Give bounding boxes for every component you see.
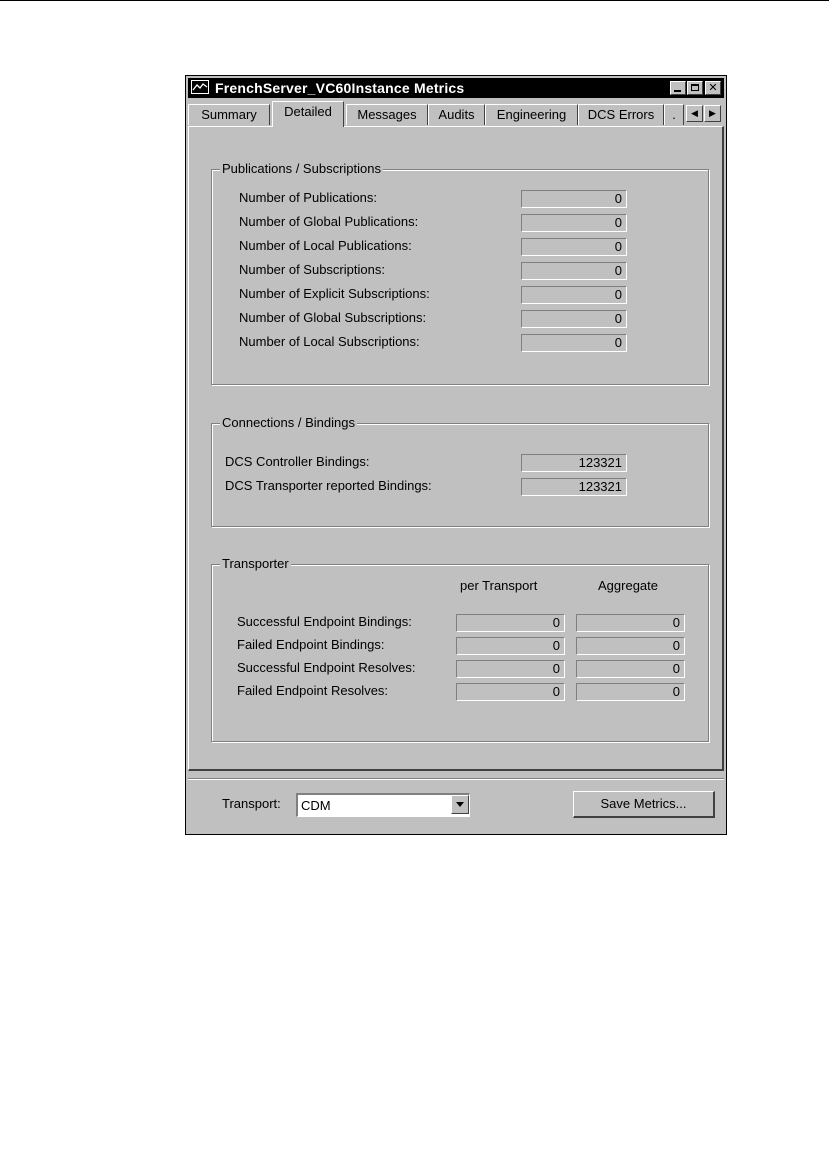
tab-audits[interactable]: Audits — [428, 104, 485, 125]
transport-select[interactable] — [296, 793, 470, 817]
label-local-subscriptions: Number of Local Subscriptions: — [239, 334, 420, 349]
tab-scroll-left-icon[interactable]: ◀ — [686, 105, 703, 122]
detailed-tab-panel — [188, 126, 724, 771]
tab-messages[interactable]: Messages — [346, 104, 428, 125]
connections-group-title: Connections / Bindings — [222, 415, 355, 430]
value-successful-resolves-aggregate: 0 — [576, 660, 685, 678]
transport-select-value: CDM — [301, 798, 331, 813]
label-successful-bindings: Successful Endpoint Bindings: — [237, 614, 412, 629]
connections-group — [211, 415, 709, 527]
transporter-group-title: Transporter — [222, 556, 289, 571]
save-metrics-button[interactable]: Save Metrics... — [573, 791, 715, 818]
value-controller-bindings: 123321 — [521, 454, 627, 472]
value-successful-resolves-per-transport: 0 — [456, 660, 565, 678]
value-explicit-subscriptions: 0 — [521, 286, 627, 304]
metrics-window-icon — [191, 80, 209, 94]
window-title: FrenchServer_VC60Instance Metrics — [215, 80, 465, 96]
value-failed-resolves-aggregate: 0 — [576, 683, 685, 701]
tab-strip — [188, 101, 724, 127]
minimize-icon[interactable] — [670, 81, 686, 95]
publications-group-title: Publications / Subscriptions — [222, 161, 381, 176]
label-publications: Number of Publications: — [239, 190, 378, 205]
transport-label: Transport: — [222, 796, 281, 811]
column-per-transport: per Transport — [460, 578, 538, 593]
label-transporter-bindings: DCS Transporter reported Bindings: — [225, 478, 432, 493]
label-failed-bindings: Failed Endpoint Bindings: — [237, 637, 385, 652]
value-failed-bindings-per-transport: 0 — [456, 637, 565, 655]
transporter-group — [211, 556, 709, 742]
tab-dcs-errors[interactable]: DCS Errors — [578, 104, 664, 125]
tab-more[interactable]: . — [664, 104, 684, 125]
label-explicit-subscriptions: Number of Explicit Subscriptions: — [239, 286, 430, 301]
value-publications: 0 — [521, 190, 627, 208]
value-successful-bindings-per-transport: 0 — [456, 614, 565, 632]
publications-group — [211, 161, 709, 385]
footer-separator — [188, 778, 724, 780]
label-global-publications: Number of Global Publications: — [239, 214, 419, 229]
value-global-subscriptions: 0 — [521, 310, 627, 328]
tab-engineering[interactable]: Engineering — [485, 104, 578, 125]
label-subscriptions: Number of Subscriptions: — [239, 262, 385, 277]
page-top-rule — [0, 0, 829, 1]
value-failed-resolves-per-transport: 0 — [456, 683, 565, 701]
label-successful-resolves: Successful Endpoint Resolves: — [237, 660, 416, 675]
value-transporter-bindings: 123321 — [521, 478, 627, 496]
value-failed-bindings-aggregate: 0 — [576, 637, 685, 655]
maximize-icon[interactable] — [687, 81, 703, 95]
tab-scroll-right-icon[interactable]: ▶ — [704, 105, 721, 122]
value-subscriptions: 0 — [521, 262, 627, 280]
label-failed-resolves: Failed Endpoint Resolves: — [237, 683, 389, 698]
label-global-subscriptions: Number of Global Subscriptions: — [239, 310, 427, 325]
dropdown-arrow-icon[interactable] — [451, 795, 469, 814]
tab-detailed[interactable]: Detailed — [272, 101, 344, 127]
metrics-window — [185, 75, 727, 835]
title-bar[interactable] — [188, 78, 724, 98]
value-local-publications: 0 — [521, 238, 627, 256]
value-local-subscriptions: 0 — [521, 334, 627, 352]
tab-summary[interactable]: Summary — [188, 104, 270, 125]
value-successful-bindings-aggregate: 0 — [576, 614, 685, 632]
label-local-publications: Number of Local Publications: — [239, 238, 412, 253]
label-controller-bindings: DCS Controller Bindings: — [225, 454, 370, 469]
close-icon[interactable]: ✕ — [705, 81, 721, 95]
value-global-publications: 0 — [521, 214, 627, 232]
column-aggregate: Aggregate — [598, 578, 658, 593]
